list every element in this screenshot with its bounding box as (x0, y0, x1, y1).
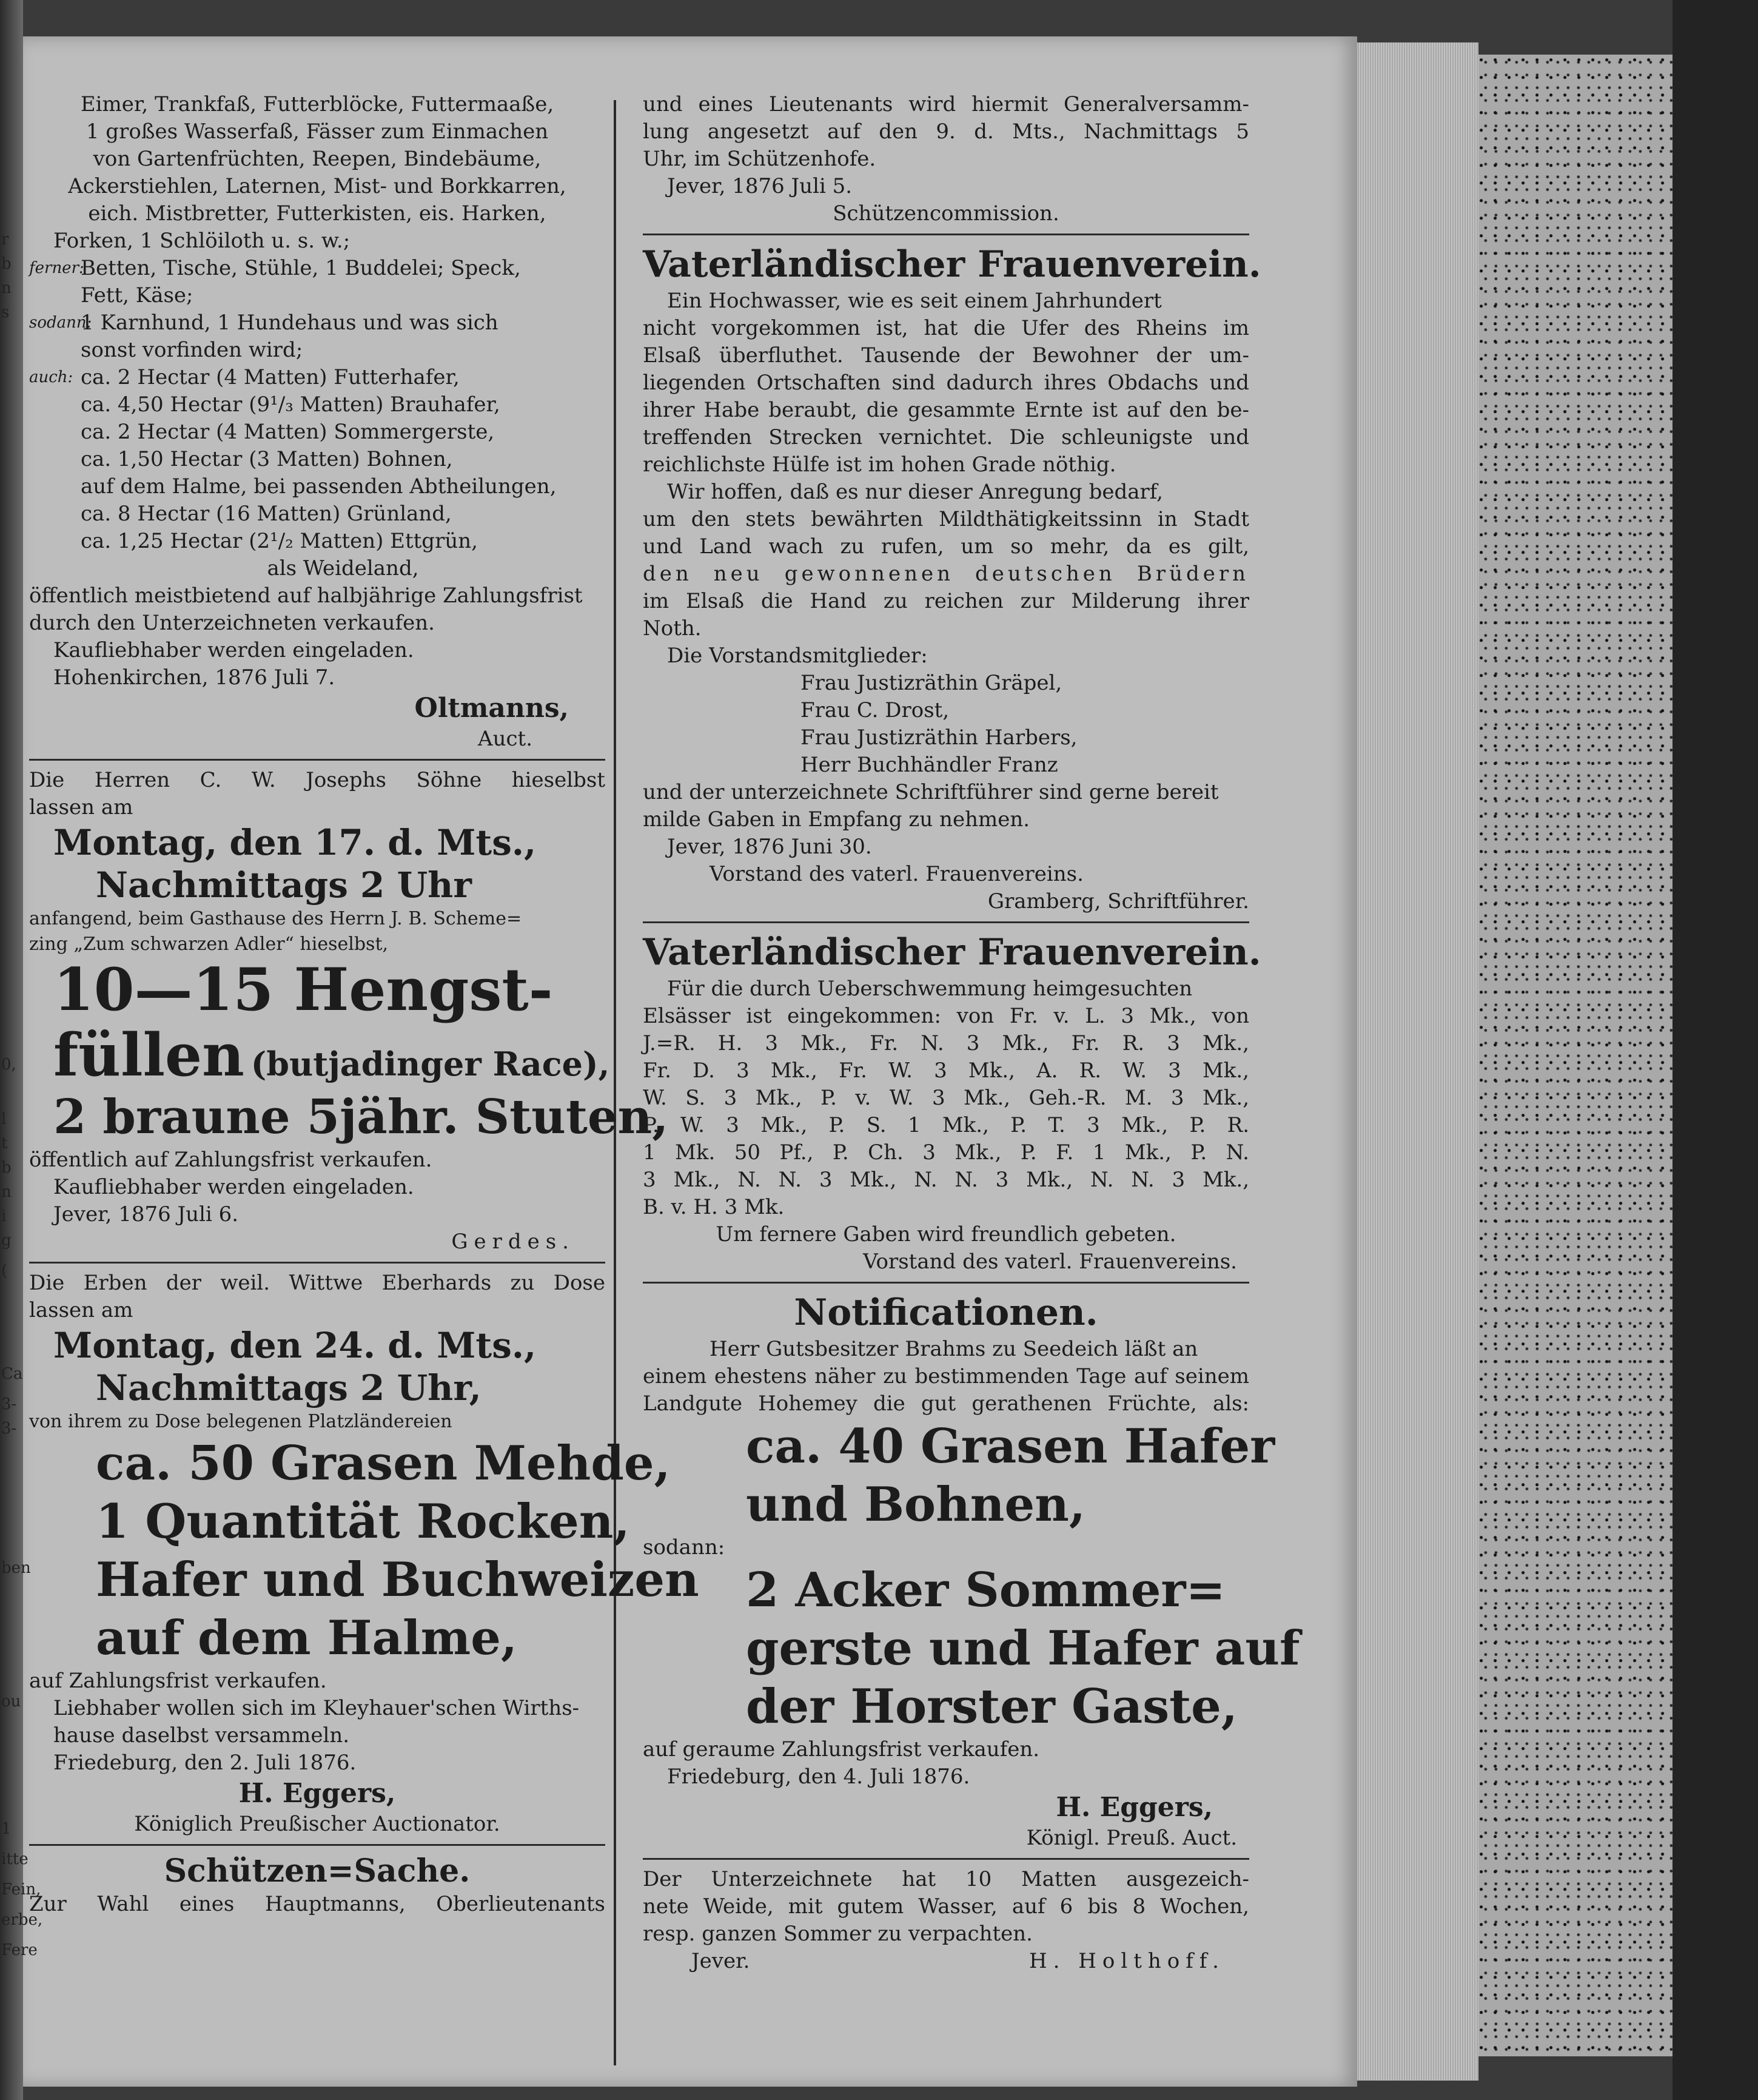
label-sodann: sodann: (29, 314, 92, 332)
member-name: Frau Justizräthin Gräpel, (800, 671, 1062, 695)
text-line: 1 großes Wasserfaß, Fässer zum Einmachen (86, 119, 549, 144)
signer-name: Gramberg, Schriftführer. (987, 889, 1249, 914)
text-line: Jever, 1876 Juli 5. (667, 174, 853, 198)
margin-fragment: t (1, 1134, 8, 1153)
text-line: Jever. (691, 1949, 750, 1973)
text-line: ca. 2 Hectar (4 Matten) Sommergerste, (81, 420, 495, 444)
text-line: liegenden Ortschaften sind dadurch ihres Obdachs und (643, 371, 1249, 395)
text-line: Vorstand des vaterl. Frauenvereins. (863, 1250, 1237, 1274)
text-line: Landgute Hohemey die gut gerathenen Früchte, als: (643, 1392, 1249, 1416)
auction-time: Nachmittags 2 Uhr, (96, 1367, 481, 1408)
auction-time: Nachmittags 2 Uhr (96, 864, 472, 906)
margin-fragment: 0, (1, 1055, 16, 1074)
text-line: Hohenkirchen, 1876 Juli 7. (53, 665, 335, 690)
text-line: 1 Karnhund, 1 Hundehaus und was sich (81, 311, 498, 335)
text-line: Liebhaber wollen sich im Kleyhauer'schen Wirths- (53, 1696, 580, 1720)
notificationen-ad (643, 1290, 1300, 1852)
text-line: anfangend, beim Gasthause des Herrn J. B. Scheme= (29, 908, 522, 929)
text-line: und der unterzeichnete Schriftführer sind gerne bereit (643, 780, 1219, 804)
ad-heading: Vaterländischer Frauenverein. (643, 931, 1261, 974)
signer-name: Oltmanns, (414, 693, 569, 724)
text-line: durch den Unterzeichneten verkaufen. (29, 611, 435, 635)
auction-ad-josephs (29, 767, 669, 1256)
text-line: und Land wach zu rufen, um so mehr, da es gilt, (643, 534, 1249, 559)
member-name: Frau C. Drost, (800, 698, 950, 722)
text-line: W. S. 3 Mk., P. v. W. 3 Mk., Geh.-R. M. 3 Mk., (643, 1086, 1249, 1110)
text-line: treffenden Strecken vernichtet. Die schleunigste und (643, 425, 1249, 449)
text-line: Für die durch Ueberschwemmung heimgesuchten (667, 977, 1193, 1001)
ad-separator (643, 1282, 1249, 1284)
text-line: 1 Mk. 50 Pf., P. Ch. 3 Mk., P. F. 1 Mk., P. N. (643, 1140, 1249, 1165)
text-line: Uhr, im Schützenhofe. (643, 147, 876, 171)
text-line: Die Vorstandsmitglieder: (667, 644, 928, 668)
frauenverein-donations (643, 929, 1261, 1276)
ad-separator (29, 1844, 605, 1846)
signer-name: H. Holthoff. (1028, 1949, 1225, 1973)
text-line: ihrer Habe beraubt, die gesammte Ernte ist auf den be- (643, 398, 1249, 422)
text-line: zing „Zum schwarzen Adler“ hieselbst, (29, 934, 389, 955)
text-line: reichlichste Hülfe ist im hohen Grade nöthig. (643, 453, 1116, 477)
text-line: Forken, 1 Schlöiloth u. s. w.; (53, 229, 351, 253)
signer-title: Auct. (478, 727, 532, 751)
text-line: Jever, 1876 Juli 6. (53, 1202, 239, 1227)
signer-name: Gerdes. (451, 1230, 575, 1254)
ad-separator (643, 921, 1249, 923)
ad-heading: Notificationen. (794, 1291, 1098, 1334)
lot-headline-row (29, 1021, 610, 1089)
text-line: Um fernere Gaben wird freundlich gebeten. (716, 1222, 1176, 1247)
margin-fragment: 3- (1, 1419, 17, 1438)
text-line: Kaufliebhaber werden eingeladen. (53, 1175, 414, 1199)
ad-separator (29, 759, 605, 761)
text-line: Eimer, Trankfaß, Futterblöcke, Futtermaaße, (80, 92, 554, 116)
text-line: auf dem Halme, bei passenden Abtheilungen, (81, 474, 557, 499)
text-line: Wir hoffen, daß es nur dieser Anregung bedarf, (667, 480, 1163, 504)
schuetzen-ad (29, 1852, 605, 1918)
text-line: Noth. (643, 616, 702, 641)
lot-headline: Hafer und Buchweizen (96, 1552, 699, 1607)
text-line: 3 Mk., N. N. 3 Mk., N. N. 3 Mk., N. N. 3 Mk., (643, 1168, 1249, 1192)
text-line: einem ehestens näher zu bestimmenden Tage auf seinem (643, 1364, 1249, 1388)
margin-fragment: l (1, 1110, 7, 1128)
signer-name: H. Eggers, (238, 1778, 396, 1809)
ad-separator (643, 234, 1249, 235)
margin-fragment: i (1, 1207, 7, 1225)
text-line: Die Herren C. W. Josephs Söhne hieselbst (29, 768, 605, 792)
signer-title: Königl. Preuß. Auct. (1026, 1826, 1237, 1850)
label-auch: auch: (29, 368, 73, 386)
lot-headline: und Bohnen, (746, 1477, 1085, 1532)
lot-headline: 2 braune 5jähr. Stuten, (53, 1089, 669, 1145)
ferner-block (29, 255, 605, 309)
text-line: eich. Mistbretter, Futterkisten, eis. Harken, (88, 201, 546, 226)
text-line: nete Weide, mit gutem Wasser, auf 6 bis 8 Wochen, (643, 1894, 1249, 1919)
margin-fragment: s (1, 303, 10, 321)
margin-fragment: erbe, (1, 1911, 43, 1929)
text-line: Betten, Tische, Stühle, 1 Buddelei; Speck, (81, 256, 521, 280)
signer-name: Schützencommission. (833, 201, 1059, 226)
text-line: und eines Lieutenants wird hiermit Generalversamm- (643, 92, 1249, 116)
text-line: im Elsaß die Hand zu reichen zur Milderung ihrer (643, 589, 1249, 613)
text-line: sonst vorfinden wird; (81, 338, 303, 362)
margin-fragment: ben (1, 1559, 31, 1577)
text-line: Jever, 1876 Juni 30. (667, 835, 872, 859)
ad-separator (29, 1262, 605, 1264)
margin-fragment: ou (1, 1692, 21, 1711)
member-name: Herr Buchhändler Franz (800, 753, 1058, 777)
text-line: Friedeburg, den 2. Juli 1876. (53, 1751, 357, 1775)
text-line: Friedeburg, den 4. Juli 1876. (667, 1765, 970, 1789)
right-column (643, 91, 1300, 1975)
margin-fragment: ( (1, 1262, 8, 1280)
auch-block (29, 364, 605, 582)
text-line: öffentlich meistbietend auf halbjährige Zahlungsfrist (29, 584, 583, 608)
member-name: Frau Justizräthin Harbers, (800, 725, 1078, 750)
text-line: ca. 2 Hectar (4 Matten) Futterhafer, (81, 365, 460, 389)
frauenverein-appeal (643, 241, 1261, 915)
text-line: öffentlich auf Zahlungsfrist verkaufen. (29, 1148, 432, 1172)
text-line: von Gartenfrüchten, Reepen, Bindebäume, (93, 147, 542, 171)
text-line: auf Zahlungsfrist verkaufen. (29, 1669, 327, 1693)
auction-ad-hohenkirchen (29, 91, 605, 753)
text-line: P. W. 3 Mk., P. S. 1 Mk., P. T. 3 Mk., P. R. (643, 1113, 1249, 1137)
margin-fragment: n (1, 279, 12, 297)
lot-headline: ca. 40 Grasen Hafer (746, 1419, 1275, 1474)
place-signature-row (643, 1948, 1249, 1975)
text-line: hause daselbst versammeln. (53, 1723, 350, 1748)
margin-fragment: Fere (1, 1941, 38, 1959)
text-line: Ackerstiehlen, Laternen, Mist- und Borkkarren, (68, 174, 566, 198)
text-line: als Weideland, (267, 556, 419, 581)
text-line: resp. ganzen Sommer zu verpachten. (643, 1922, 1033, 1946)
text-line: J.=R. H. 3 Mk., Fr. N. 3 Mk., Fr. R. 3 Mk., (643, 1031, 1249, 1055)
margin-fragment: n (1, 1183, 12, 1201)
text-line: ca. 4,50 Hectar (9¹/₃ Matten) Brauhafer, (81, 392, 500, 417)
text-line: Zur Wahl eines Hauptmanns, Oberlieutenants (29, 1892, 605, 1916)
lot-headline: 10—15 Hengst- (53, 955, 553, 1024)
margin-fragment: Fein, (1, 1880, 41, 1899)
auction-date: Montag, den 17. d. Mts., (53, 822, 537, 863)
text-line: den neu gewonnenen deutschen Brüdern (643, 562, 1249, 586)
text-line: Elsaß überfluthet. Tausende der Bewohner der um- (643, 343, 1249, 368)
column-rule (614, 100, 616, 2065)
background-dark (1672, 0, 1758, 2100)
text-line: lassen am (29, 1298, 133, 1322)
margin-fragment: Ca (1, 1365, 23, 1383)
label-sodann: sodann: (643, 1535, 725, 1560)
margin-fragment: b (1, 255, 12, 273)
ad-separator (643, 1858, 1249, 1860)
text-line: ca. 8 Hectar (16 Matten) Grünland, (81, 502, 452, 526)
lot-headline: füllen (53, 1021, 244, 1089)
text-line: Elsässer ist eingekommen: von Fr. v. L. 3 Mk., von (643, 1004, 1249, 1028)
margin-fragment: g (1, 1231, 12, 1250)
text-line: Vorstand des vaterl. Frauenvereins. (710, 862, 1084, 886)
signer-name: H. Eggers, (1056, 1792, 1213, 1823)
text-line: lung angesetzt auf den 9. d. Mts., Nachmittags 5 (643, 119, 1249, 144)
text-line: B. v. H. 3 Mk. (643, 1195, 785, 1219)
text-line: Ein Hochwasser, wie es seit einem Jahrhundert (667, 289, 1162, 313)
text-line: Kaufliebhaber werden eingeladen. (53, 638, 414, 662)
ad-heading: Schützen=Sache. (164, 1853, 471, 1890)
margin-fragment: itte (1, 1850, 29, 1868)
lot-headline: ca. 50 Grasen Mehde, (96, 1436, 671, 1491)
text-line: auf geraume Zahlungsfrist verkaufen. (643, 1737, 1040, 1762)
margin-fragment: r (1, 231, 9, 249)
margin-fragment: 3- (1, 1395, 17, 1413)
text-line: um den stets bewährten Mildthätigkeitssinn in Stadt (643, 507, 1249, 531)
sodann-block (29, 309, 605, 364)
lot-headline: auf dem Halme, (96, 1610, 517, 1666)
lot-headline: der Horster Gaste, (746, 1679, 1238, 1734)
lot-headline: 2 Acker Sommer= (746, 1563, 1226, 1618)
text-line: nicht vorgekommen ist, hat die Ufer des Rheins im (643, 316, 1249, 340)
lot-headline: gerste und Hafer auf (746, 1621, 1300, 1676)
page-stack-edge (1357, 42, 1478, 2081)
text-line: ca. 1,25 Hectar (2¹/₂ Matten) Ettgrün, (81, 529, 478, 553)
text-line: Der Unterzeichnete hat 10 Matten ausgezeich- (643, 1867, 1249, 1891)
text-line: Herr Gutsbesitzer Brahms zu Seedeich läßt an (710, 1337, 1198, 1361)
pasture-lease-ad (643, 1866, 1249, 1975)
lot-subline: (butjadinger Race), (250, 1045, 610, 1083)
lot-headline: 1 Quantität Rocken, (96, 1494, 630, 1549)
margin-fragment: 1 (1, 1820, 12, 1838)
text-line: milde Gaben in Empfang zu nehmen. (643, 807, 1030, 832)
text-line: Fett, Käse; (81, 283, 193, 308)
text-line: ca. 1,50 Hectar (3 Matten) Bohnen, (81, 447, 453, 471)
text-line: von ihrem zu Dose belegenen Platzländereien (29, 1411, 452, 1432)
text-line: Fr. D. 3 Mk., Fr. W. 3 Mk., A. R. W. 3 Mk., (643, 1058, 1249, 1083)
text-line: Die Erben der weil. Wittwe Eberhards zu Dose (29, 1271, 605, 1295)
schuetzen-ad-continued (643, 91, 1249, 227)
text-line: lassen am (29, 795, 133, 819)
margin-fragment: b (1, 1159, 12, 1177)
ad-heading: Vaterländischer Frauenverein. (643, 243, 1261, 286)
label-ferner: ferner: (29, 259, 84, 277)
signer-title: Königlich Preußischer Auctionator. (134, 1812, 500, 1836)
auction-date: Montag, den 24. d. Mts., (53, 1325, 537, 1366)
speckled-book-cover (1478, 55, 1672, 2056)
